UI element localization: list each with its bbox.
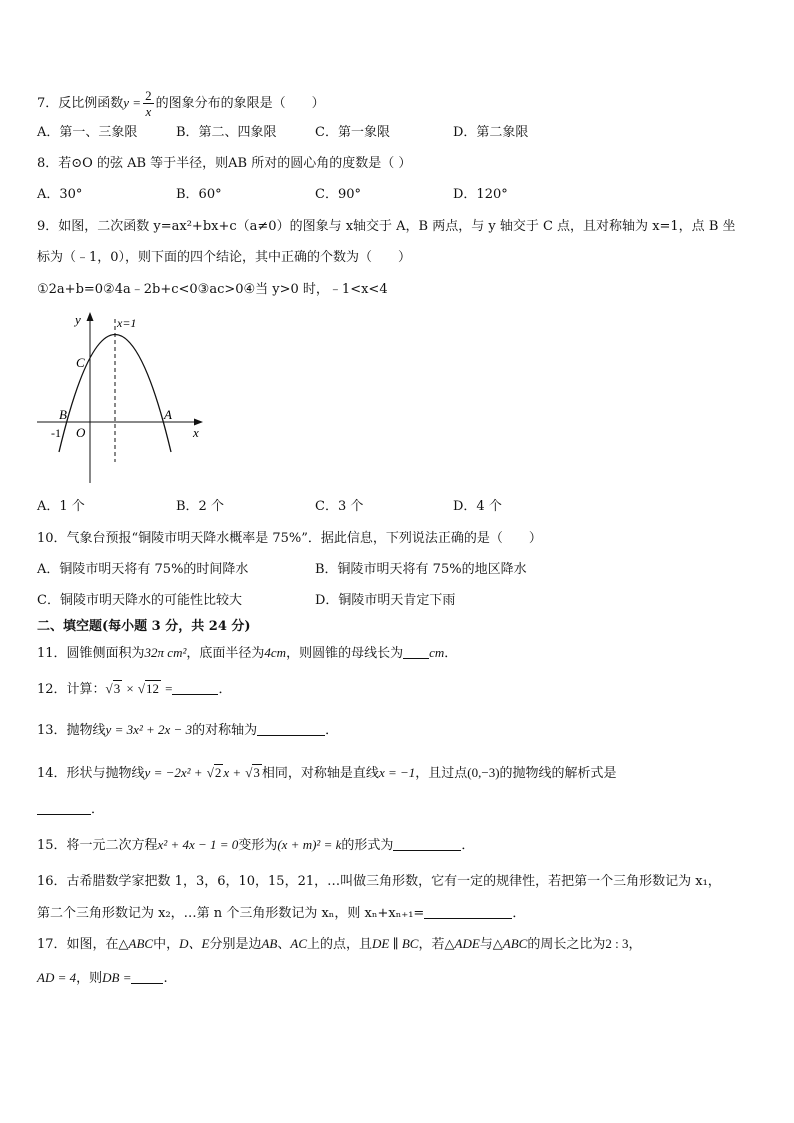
q17-post: 的周长之比为 — [527, 937, 606, 952]
q11-unit: cm — [429, 645, 445, 660]
q17-mid4: ，若 — [418, 937, 445, 952]
q12-times: × — [126, 681, 134, 696]
q7-option-a[interactable]: A．第一、三象限 — [37, 125, 138, 140]
q17-with: 与 — [479, 937, 493, 952]
q17-pre: 17．如图，在 — [37, 937, 119, 952]
q16-stem-line1: 16．古希腊数学家把数 1，3，6，10，15，21，…叫做三角形数，它有一定的规律性，若把第一个三角形数记为 x₁， — [37, 874, 721, 889]
q9-option-b[interactable]: B．2 个 — [176, 499, 224, 514]
q17-side-ac: AC — [290, 936, 308, 951]
q17-parallel: DE ∥ BC — [372, 936, 419, 951]
q17-answer-blank[interactable] — [131, 969, 163, 984]
q8-option-c[interactable]: C．90° — [315, 187, 361, 202]
q11-end: ． — [444, 646, 458, 661]
q7-option-d[interactable]: D．第二象限 — [453, 125, 529, 140]
q10-option-c[interactable]: C．铜陵市明天降水的可能性比较大 — [37, 593, 242, 608]
symmetry-axis-label: x=1 — [117, 316, 137, 330]
q14-post: 的抛物线的解析式是 — [499, 766, 617, 781]
q17-side-ab: AB — [261, 936, 278, 951]
q10-stem: 10．气象台预报“铜陵市明天降水概率是 75%”．据此信息，下列说法正确的是（ ） — [37, 531, 542, 546]
q13-expr: y = 3x² + 2x − 3 — [105, 722, 193, 737]
q12-sqrt3: 3 — [113, 681, 121, 696]
q15-stem — [37, 836, 474, 855]
q17-db: DB = — [102, 970, 132, 985]
q14-sqrt2: 2 — [214, 765, 222, 780]
q7-lhs: y = — [123, 95, 142, 110]
q14-expr-b: x + — [223, 765, 242, 780]
q12-end: ． — [218, 682, 232, 697]
q13-stem — [37, 721, 338, 740]
q12-sqrt12: 12 — [145, 681, 159, 696]
origin-label: O — [76, 425, 86, 440]
q9-stem-line2: 标为（﹣1，0），则下面的四个结论，其中正确的个数为（ ） — [37, 250, 412, 265]
q13-answer-blank[interactable] — [257, 721, 325, 736]
y-axis-label: y — [75, 312, 81, 327]
q17-mid2: 分别是边 — [209, 937, 262, 952]
q17-sep: 、 — [277, 937, 291, 952]
q11-area: 32π cm² — [144, 645, 187, 660]
q7-numerator: 2 — [145, 88, 152, 103]
q9-stem-line1: 9．如图，二次函数 y=ax²+bx+c（a≠0）的图象与 x轴交于 A，B 两点，与 y 轴交于 C 点，且对称轴为 x=1，点 B 坐 — [37, 219, 736, 234]
q10-option-d[interactable]: D．铜陵市明天肯定下雨 — [315, 593, 456, 608]
q15-form: (x + m)² = k — [277, 837, 342, 852]
q12-equals: = — [165, 681, 173, 696]
q12-answer-blank[interactable] — [172, 680, 218, 695]
q7-post: 的图象分布的象限是（ ） — [155, 96, 325, 111]
q14-axis: x = −1 — [378, 765, 416, 780]
q17-mid: 中， — [153, 937, 180, 952]
q13-end: ． — [325, 723, 339, 738]
q17-line2-mid: ，则 — [76, 971, 103, 986]
q17-ratio: 2 : 3 — [605, 936, 629, 951]
q16-stem-line2 — [37, 904, 525, 923]
q8-option-b[interactable]: B．60° — [176, 187, 222, 202]
q10-option-a[interactable]: A．铜陵市明天将有 75%的时间降水 — [37, 562, 249, 577]
q11-radius: 4cm — [264, 645, 287, 660]
q11-answer-blank[interactable] — [403, 644, 429, 659]
q12-stem: 12．计算：√3 × √12 = ． — [37, 681, 232, 697]
q15-answer-blank[interactable] — [393, 836, 461, 851]
q11-mid: ，底面半径为 — [186, 646, 265, 661]
q17-ad: AD = 4 — [37, 970, 77, 985]
q7-denominator: x — [145, 104, 152, 119]
q14-pre: 14．形状与抛物线 — [37, 766, 145, 781]
q15-mid: 变形为 — [238, 838, 278, 853]
y-axis-arrow — [87, 312, 94, 321]
q11-pre: 11．圆锥侧面积为 — [37, 646, 145, 661]
q15-post: 的形式为 — [341, 838, 394, 853]
q12-pre: 12．计算： — [37, 682, 106, 697]
point-b-label: B — [59, 407, 67, 422]
q15-equation: x² + 4x − 1 = 0 — [157, 837, 239, 852]
q16-end: ． — [512, 906, 526, 921]
q7-option-c[interactable]: C．第一象限 — [315, 125, 390, 140]
q17-mid3: 上的点，且 — [307, 937, 373, 952]
q8-stem: 8．若⊙O 的弦 AB 等于半径，则AB 所对的圆心角的度数是（ ） — [37, 156, 412, 171]
q9-parabola-figure — [33, 307, 213, 487]
q14-answer-blank[interactable] — [37, 800, 91, 815]
q17-triangle-ade: △ADE — [444, 936, 480, 951]
q17-stem-line2 — [37, 969, 168, 988]
q15-end: ． — [461, 838, 475, 853]
section-fill-in-heading: 二、填空题(每小题 3 分，共 24 分) — [37, 619, 251, 634]
q8-option-d[interactable]: D．120° — [453, 187, 508, 202]
q14-mid2: ，且过点 — [415, 766, 468, 781]
point-a-label: A — [164, 407, 172, 422]
q14-expr-a: y = −2x² + — [144, 765, 203, 780]
point-c-label: C — [76, 355, 85, 370]
q7-pre: 7．反比例函数 — [37, 96, 124, 111]
q10-option-b[interactable]: B．铜陵市明天将有 75%的地区降水 — [315, 562, 527, 577]
q7-fraction — [143, 88, 154, 119]
q7-option-b[interactable]: B．第二、四象限 — [176, 125, 277, 140]
q9-option-a[interactable]: A．1 个 — [37, 499, 85, 514]
q14-stem: 14．形状与抛物线y = −2x² + √2 x + √3 相同，对称轴是直线x = −1，且过点(0,−3)的抛物线的解析式是 — [37, 765, 617, 781]
q17-end: . — [163, 971, 168, 986]
q17-stem-line1 — [37, 935, 642, 954]
q8-option-a[interactable]: A．30° — [37, 187, 83, 202]
q13-pre: 13．抛物线 — [37, 723, 106, 738]
q17-comma: ， — [628, 937, 642, 952]
q9-option-c[interactable]: C．3 个 — [315, 499, 364, 514]
q9-option-d[interactable]: D．4 个 — [453, 499, 502, 514]
q16-line2-text: 第二个三角形数记为 x₂，…第 n 个三角形数记为 xₙ，则 xₙ+xₙ₊₁= — [37, 906, 425, 921]
q14-mid: 相同，对称轴是直线 — [261, 766, 379, 781]
q17-triangle-abc-2: △ABC — [492, 936, 528, 951]
neg-one-label: -1 — [51, 426, 61, 440]
q17-points-de: D、E — [179, 936, 210, 951]
q11-stem — [37, 644, 457, 663]
q9-conclusions: ①2a+b=0②4a﹣2b+c<0③ac>0④当 y>0 时，﹣1<x<4 — [37, 282, 388, 297]
q14-sqrt3: 3 — [253, 765, 260, 780]
q17-triangle-abc: △ABC — [118, 936, 154, 951]
q14-point: (0,−3) — [467, 765, 500, 780]
q7-stem — [37, 88, 325, 119]
q16-answer-blank[interactable] — [424, 904, 512, 919]
q11-post: ，则圆锥的母线长为 — [286, 646, 404, 661]
x-axis-label: x — [193, 425, 199, 440]
q14-answer-line — [37, 800, 104, 819]
q13-post: 的对称轴为 — [192, 723, 258, 738]
q14-end: ． — [91, 802, 105, 817]
q15-pre: 15．将一元二次方程 — [37, 838, 158, 853]
